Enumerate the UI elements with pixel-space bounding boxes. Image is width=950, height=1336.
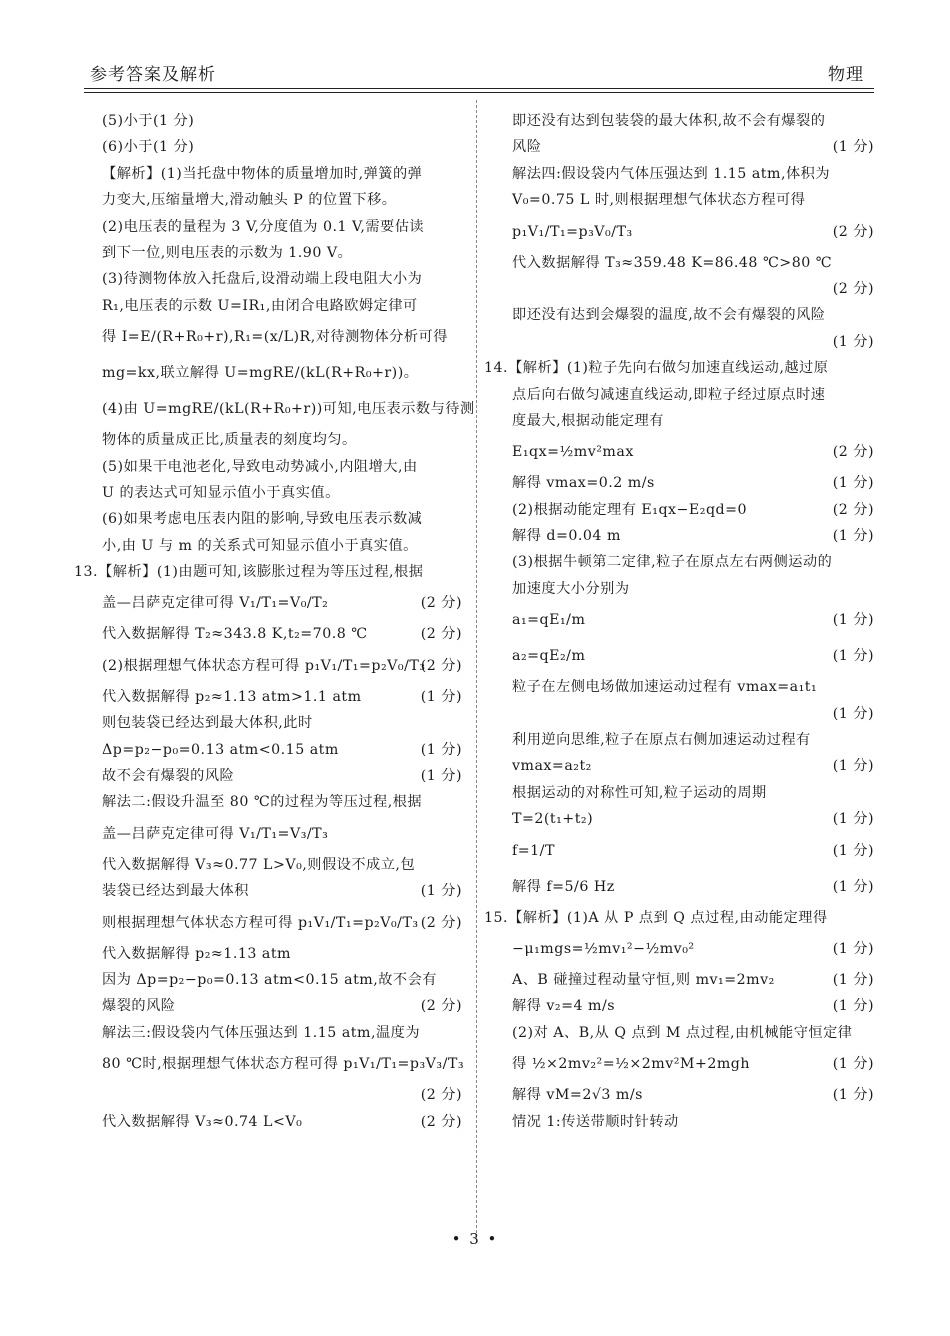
text-line xyxy=(512,302,874,328)
line-text: 故不会有爆裂的风险 xyxy=(102,768,235,785)
text-line xyxy=(102,533,462,559)
score-points: (1 分) xyxy=(832,648,874,665)
line-text: 风险 xyxy=(512,139,542,156)
line-text: 盖—吕萨克定律可得 V₁/T₁=V₀/T₂ xyxy=(102,595,329,612)
line-text: a₂=qE₂/m xyxy=(512,648,586,665)
text-line xyxy=(102,161,462,187)
text-line xyxy=(102,967,462,993)
text-line xyxy=(102,993,462,1019)
line-text: vmax=a₂t₂ xyxy=(512,758,592,775)
line-text: A、B 碰撞过程动量守恒,则 mv₁=2mv₂ xyxy=(512,971,775,988)
line-text: mg=kx,联立解得 U=mgRE/(kL(R+R₀+r))。 xyxy=(102,365,419,382)
line-text: 80 ℃时,根据理想气体状态方程可得 p₁V₁/T₁=p₃V₃/T₃ xyxy=(102,1056,465,1073)
text-line xyxy=(512,753,874,779)
text-line xyxy=(102,852,462,878)
text-line xyxy=(512,727,874,753)
text-line xyxy=(512,276,874,302)
line-text: 利用逆向思维,粒子在原点右侧加速运动过程有 xyxy=(512,732,811,749)
line-text: −μ₁mgs=½mv₁²−½mv₀² xyxy=(512,940,695,957)
score-points: (2 分) xyxy=(832,223,874,240)
line-text: (5)小于(1 分) xyxy=(102,113,195,129)
text-line xyxy=(102,585,462,621)
text-line xyxy=(102,1082,462,1108)
page-number: • 3 • xyxy=(451,1230,499,1248)
score-points: (2 分) xyxy=(420,626,462,643)
text-line xyxy=(102,684,462,710)
subject-label: 物理 xyxy=(828,65,864,85)
line-text: (6)小于(1 分) xyxy=(102,139,195,156)
line-text: 小,由 U 与 m 的关系式可知显示值小于真实值。 xyxy=(102,537,418,554)
text-line xyxy=(512,602,874,638)
line-text: f=1/T xyxy=(512,842,555,859)
line-text: 【解析】(1)当托盘中物体的质量增加时,弹簧的弹 xyxy=(102,165,423,182)
text-line xyxy=(102,293,462,319)
score-points: (1 分) xyxy=(832,758,874,775)
line-text: T=2(t₁+t₂) xyxy=(512,811,594,828)
text-line xyxy=(512,434,874,470)
score-points: (1 分) xyxy=(832,1056,874,1073)
line-text: (5)如果干电池老化,导致电动势减小,内阻增大,由 xyxy=(102,458,418,475)
line-text: (2)根据理想气体状态方程可得 p₁V₁/T₁=p₂V₀/T₃ xyxy=(102,657,426,674)
text-line xyxy=(512,993,874,1019)
line-text: (2)电压表的量程为 3 V,分度值为 0.1 V,需要估读 xyxy=(102,218,425,235)
line-text: 粒子在左侧电场做加速运动过程有 vmax=a₁t₁ xyxy=(512,679,818,696)
text-line xyxy=(512,638,874,674)
score-points: (2 分) xyxy=(420,998,462,1015)
document-title: 参考答案及解析 xyxy=(90,65,216,85)
text-line xyxy=(512,1020,874,1046)
text-line xyxy=(512,470,874,496)
text-line xyxy=(512,549,874,575)
line-text: U 的表达式可知显示值小于真实值。 xyxy=(102,484,340,501)
line-text: (3)待测物体放入托盘后,设滑动端上段电阻大小为 xyxy=(102,271,423,288)
line-text: 解得 d=0.04 m xyxy=(512,528,621,545)
score-points: (2 分) xyxy=(832,444,874,461)
text-line xyxy=(102,789,462,815)
text-line xyxy=(484,905,874,931)
text-line xyxy=(512,108,874,134)
text-line xyxy=(512,780,874,806)
text-line xyxy=(512,523,874,549)
line-text: 15.【解析】(1)A 从 P 点到 Q 点过程,由动能定理得 xyxy=(484,909,828,926)
line-text: 物体的质量成正比,质量表的刻度均匀。 xyxy=(102,432,357,449)
line-text: 解法二:假设升温至 80 ℃的过程为等压过程,根据 xyxy=(102,794,423,811)
text-line xyxy=(512,833,874,869)
line-text: 点后向右做匀减速直线运动,即粒子经过原点时速 xyxy=(512,386,826,403)
text-line xyxy=(102,214,462,240)
line-text: 解得 vmax=0.2 m/s xyxy=(512,475,655,492)
text-line xyxy=(512,674,874,700)
page-header xyxy=(84,58,874,88)
score-points: (1 分) xyxy=(832,878,874,895)
score-points: (1 分) xyxy=(420,688,462,705)
score-points: (2 分) xyxy=(420,1113,462,1130)
text-line xyxy=(512,1082,874,1108)
text-line xyxy=(102,816,462,852)
line-text: (6)如果考虑电压表内阻的影响,导致电压表示数减 xyxy=(102,511,423,528)
line-text: 盖—吕萨克定律可得 V₁/T₁=V₃/T₃ xyxy=(102,825,329,842)
score-points: (1 分) xyxy=(832,612,874,629)
text-line xyxy=(512,701,874,727)
score-points: (1 分) xyxy=(420,741,462,758)
line-text: 情况 1:传送带顺时针转动 xyxy=(512,1113,679,1130)
header-rule xyxy=(84,88,874,89)
text-line xyxy=(102,134,462,160)
text-line xyxy=(74,559,462,585)
score-points: (1 分) xyxy=(420,883,462,900)
text-line xyxy=(102,187,462,213)
text-line xyxy=(102,108,462,134)
line-text: Δp=p₂−p₀=0.13 atm<0.15 atm xyxy=(102,741,339,758)
line-text: 力变大,压缩量增大,滑动触头 P 的位置下移。 xyxy=(102,192,397,209)
text-line xyxy=(512,1046,874,1082)
text-line xyxy=(102,1046,465,1082)
score-points: (2 分) xyxy=(420,595,462,612)
line-text: 到下一位,则电压表的示数为 1.90 V。 xyxy=(102,244,353,261)
text-line xyxy=(102,878,462,904)
text-line xyxy=(512,806,874,832)
line-text: 解法三:假设袋内气体压强达到 1.15 atm,温度为 xyxy=(102,1024,421,1041)
line-text: 因为 Δp=p₂−p₀=0.13 atm<0.15 atm,故不会有 xyxy=(102,971,437,988)
score-points: (1 分) xyxy=(832,940,874,957)
line-text: 代入数据解得 p₂≈1.13 atm xyxy=(102,945,292,962)
text-line xyxy=(102,737,462,763)
text-line xyxy=(512,408,874,434)
score-points: (1 分) xyxy=(832,998,874,1015)
score-points: (1 分) xyxy=(832,705,874,722)
score-points: (2 分) xyxy=(420,914,462,931)
text-line xyxy=(102,506,462,532)
line-text: (3)根据牛顿第二定律,粒子在原点左右两侧运动的 xyxy=(512,554,833,571)
left-column xyxy=(74,108,475,1135)
text-line xyxy=(102,1020,462,1046)
text-line xyxy=(512,382,874,408)
line-text: 代入数据解得 p₂≈1.13 atm>1.1 atm xyxy=(102,688,362,705)
text-line xyxy=(102,480,462,506)
text-line xyxy=(102,240,462,266)
score-points: (1 分) xyxy=(832,842,874,859)
header-rule-thin xyxy=(84,92,874,93)
text-line xyxy=(102,648,462,684)
line-text: a₁=qE₁/m xyxy=(512,612,586,629)
line-text: 解得 v₂=4 m/s xyxy=(512,998,616,1015)
line-text: (4)由 U=mgRE/(kL(R+R₀+r))可知,电压表示数与待测 xyxy=(102,401,475,418)
text-line xyxy=(102,763,462,789)
line-text: (2)对 A、B,从 Q 点到 M 点过程,由机械能守恒定律 xyxy=(512,1024,853,1041)
score-points: (2 分) xyxy=(420,1087,462,1104)
line-text: 解得 vM=2√3 m/s xyxy=(512,1087,643,1104)
score-points: (2 分) xyxy=(832,501,874,518)
score-points: (1 分) xyxy=(832,475,874,492)
text-line xyxy=(102,391,475,427)
line-text: (2)根据动能定理有 E₁qx−E₂qd=0 xyxy=(512,501,748,518)
text-line xyxy=(102,710,462,736)
line-text: 度最大,根据动能定理有 xyxy=(512,412,664,429)
text-line xyxy=(512,1109,874,1135)
line-text: 加速度大小分别为 xyxy=(512,580,630,597)
text-line xyxy=(512,329,874,355)
text-line xyxy=(102,355,462,391)
score-points: (1 分) xyxy=(832,1087,874,1104)
score-points: (2 分) xyxy=(420,657,462,674)
line-text: V₀=0.75 L 时,则根据理想气体状态方程可得 xyxy=(512,192,806,209)
score-points: (1 分) xyxy=(420,768,462,785)
text-line xyxy=(512,214,874,250)
line-text: 代入数据解得 T₃≈359.48 K=86.48 ℃>80 ℃ xyxy=(512,254,833,271)
score-points: (1 分) xyxy=(832,811,874,828)
column-divider xyxy=(476,100,477,1238)
text-line xyxy=(512,497,874,523)
score-points: (1 分) xyxy=(832,333,874,350)
text-line xyxy=(512,134,874,160)
line-text: p₁V₁/T₁=p₃V₀/T₃ xyxy=(512,223,633,240)
line-text: 解得 f=5/6 Hz xyxy=(512,878,615,895)
text-line xyxy=(102,1109,462,1135)
line-text: 得 I=E/(R+R₀+r),R₁=(x/L)R,对待测物体分析可得 xyxy=(102,329,448,346)
text-line xyxy=(102,319,462,355)
text-line xyxy=(102,941,462,967)
text-line xyxy=(102,905,462,941)
score-points: (1 分) xyxy=(832,528,874,545)
text-line xyxy=(512,931,874,967)
text-line xyxy=(484,355,874,381)
score-points: (2 分) xyxy=(832,280,874,297)
line-text: 即还没有达到包装袋的最大体积,故不会有爆裂的 xyxy=(512,113,826,129)
text-line xyxy=(102,454,462,480)
text-line xyxy=(102,427,462,453)
line-text: 代入数据解得 V₃≈0.77 L>V₀,则假设不成立,包 xyxy=(102,856,416,873)
line-text: 爆裂的风险 xyxy=(102,998,176,1015)
text-line xyxy=(512,187,874,213)
line-text: R₁,电压表的示数 U=IR₁,由闭合电路欧姆定律可 xyxy=(102,297,418,314)
line-text: 根据运动的对称性可知,粒子运动的周期 xyxy=(512,784,767,801)
line-text: 13.【解析】(1)由题可知,该膨胀过程为等压过程,根据 xyxy=(74,564,424,581)
line-text: 则根据理想气体状态方程可得 p₁V₁/T₁=p₂V₀/T₃ xyxy=(102,914,419,931)
line-text: 则包装袋已经达到最大体积,此时 xyxy=(102,715,313,732)
line-text: 代入数据解得 V₃≈0.74 L<V₀ xyxy=(102,1113,303,1130)
line-text: 14.【解析】(1)粒子先向右做匀加速直线运动,越过原 xyxy=(484,360,829,377)
line-text: 代入数据解得 T₂≈343.8 K,t₂=70.8 ℃ xyxy=(102,626,368,643)
text-line xyxy=(102,266,462,292)
text-line xyxy=(512,576,874,602)
text-line xyxy=(102,621,462,647)
line-text: E₁qx=½mv²max xyxy=(512,444,634,461)
text-line xyxy=(512,967,874,993)
line-text: 得 ½×2mv₂²=½×2mv²M+2mgh xyxy=(512,1056,751,1073)
score-points: (1 分) xyxy=(832,971,874,988)
line-text: 即还没有达到会爆裂的温度,故不会有爆裂的风险 xyxy=(512,307,826,324)
right-column xyxy=(484,108,874,1135)
text-line xyxy=(512,869,874,905)
line-text: 解法四:假设袋内气体压强达到 1.15 atm,体积为 xyxy=(512,165,831,182)
text-line xyxy=(512,250,874,276)
score-points: (1 分) xyxy=(832,139,874,156)
line-text: 装袋已经达到最大体积 xyxy=(102,883,249,900)
text-line xyxy=(512,161,874,187)
